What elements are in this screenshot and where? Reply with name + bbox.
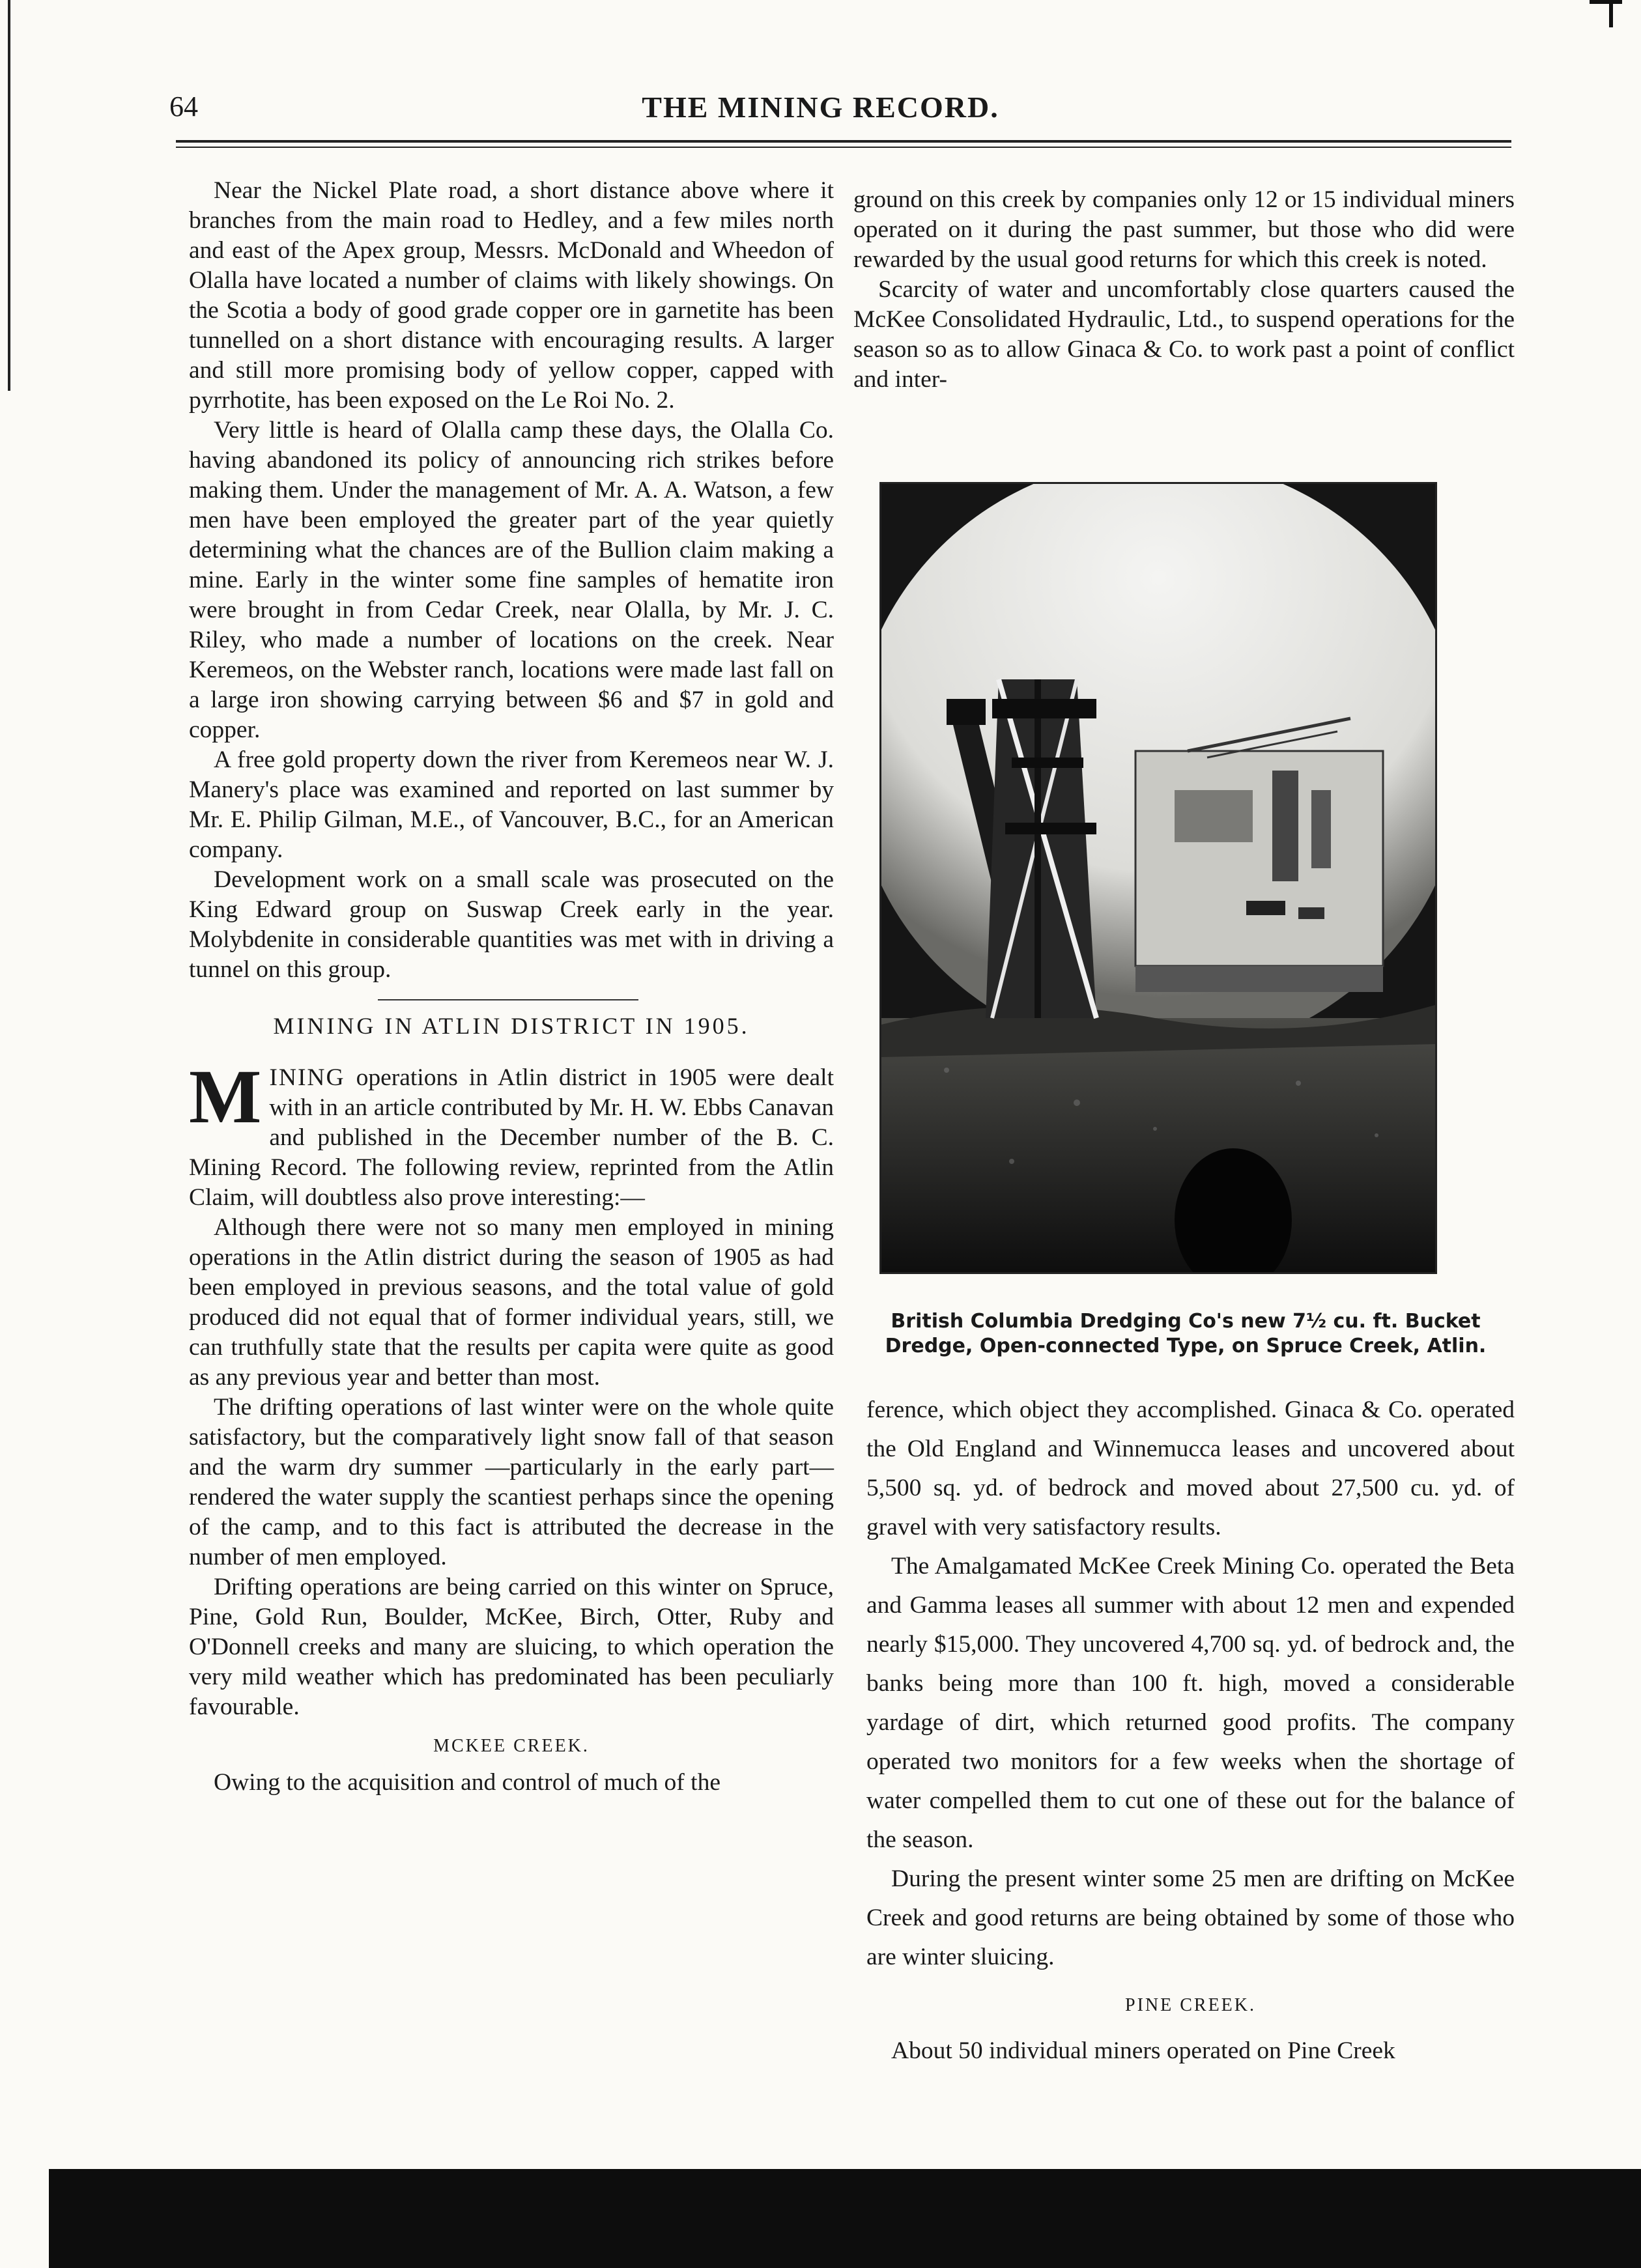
paragraph: A free gold property down the river from Keremeos near W. J. Manery's place was examined and reported on last summer by Mr. E. Philip Gilman, M.E., of Vancouver, B.C., for an American company. bbox=[189, 746, 834, 863]
page-number: 64 bbox=[169, 91, 198, 122]
scan-corner-mark bbox=[1590, 0, 1622, 4]
running-head-title: THE MINING RECORD. bbox=[642, 91, 999, 124]
paragraph: Although there were not so many men employed in mining operations in the Atlin district during the season of 1905 as had been employed in previous seasons, and the total value of gold produced did not equal that of former individual years, still, we can truthfully state that the results per capita were quite as good as any previous year and better than most. bbox=[189, 1214, 834, 1391]
drop-cap: M bbox=[189, 1054, 262, 1139]
paragraph: Drifting operations are being carried on this winter on Spruce, Pine, Gold Run, Boulder, McKee, Birch, Otter, Ruby and O'Donnell creeks and many are sluicing, to which operation the very mild weather which has predominated has been peculiarly favourable. bbox=[189, 1574, 834, 1720]
paragraph: The Amalgamated McKee Creek Mining Co. operated the Beta and Gamma leases all summer with about 12 men and expended nearly $15,000. They uncovered 4,700 sq. yd. of bedrock and, the banks being more than 100 ft. high, moved a considerable yardage of dirt, which returned good profits. The company operated two monitors for a few weeks when the shortage of water compelled them to cut one of these out for the balance of the season. bbox=[866, 1553, 1515, 1853]
paragraph: The drifting operations of last winter were on the whole quite satisfactory, but the comparatively light snow fall of that season and the warm dry summer —particularly in the early part—rendered the water supply the scantiest perhaps since the opening of the camp, and to this fact is attributed the decrease in the number of men employed. bbox=[189, 1394, 834, 1570]
section-title: MINING IN ATLIN DISTRICT IN 1905. bbox=[189, 1011, 834, 1041]
photo-caption: British Columbia Dredging Co's new 7½ cu. ft. Bucket Dredge, Open-connected Type, on Spruce Creek, Atlin. bbox=[885, 1310, 1487, 1357]
paragraph: Very little is heard of Olalla camp these days, the Olalla Co. having abandoned its policy of announcing rich strikes before making them. Under the management of Mr. A. A. Watson, a few men have been employed the greater part of the year quietly determining what the chances are of the Bullion claim making a mine. Early in the winter some fine samples of hematite iron were brought in from Cedar Creek, near Olalla, by Mr. J. C. Riley, who made a number of locations on the creek. Near Keremeos, on the Webster ranch, locations were made last fall on a large iron showing carrying between $6 and $7 in gold and copper. bbox=[189, 417, 834, 743]
scan-bottom-shadow bbox=[49, 2169, 1641, 2268]
paragraph: ground on this creek by companies only 12 or 15 individual miners operated on it during the past summer, but those who did were rewarded by the usual good returns for which this creek is noted. bbox=[853, 186, 1515, 273]
paragraph: ference, which object they accomplished. Ginaca & Co. operated the Old England and Winnemucca leases and uncovered about 5,500 sq. yd. of bedrock and moved about 27,500 cu. yd. of gravel with very satisfactory results. bbox=[866, 1396, 1515, 1540]
paragraph: Owing to the acquisition and control of much of the bbox=[214, 1769, 721, 1796]
paragraph: About 50 individual miners operated on Pine Creek bbox=[891, 2037, 1395, 2064]
dredge-photo-illustration bbox=[881, 484, 1435, 1272]
subhead-mckee-creek: MCKEE CREEK. bbox=[433, 1736, 590, 1756]
paragraph: Near the Nickel Plate road, a short distance above where it branches from the main road to Hedley, and a few miles north and east of the Apex group, Messrs. McDonald and Wheedon of Olalla have located a number of claims with likely showings. On the Scotia a body of good grade copper ore in garnetite has been tunnelled on a short distance with encouraging results. A larger and still more promising body of yellow copper, capped with pyrrhotite, has been exposed on the Le Roi No. 2. bbox=[189, 177, 834, 414]
paragraph: Development work on a small scale was prosecuted on the King Edward group on Suswap Creek early in the year. Molybdenite in considerable quantities was met with in driving a tunnel on this group. bbox=[189, 866, 834, 983]
scan-corner-mark-stem bbox=[1609, 0, 1613, 27]
left-column bbox=[189, 176, 834, 1798]
header-rule bbox=[176, 140, 1511, 148]
intro-text: operations in Atlin district in 1905 were dealt with in an article contributed by Mr. H. W. Ebbs Canavan and published in the December number of the B. C. Mining Record. The following review, reprinted from the Atlin Claim, will doubtless also prove interesting:— bbox=[189, 1064, 834, 1211]
right-column-top bbox=[853, 185, 1515, 395]
right-column-bottom bbox=[866, 1391, 1515, 2071]
drop-cap-rest: INING bbox=[269, 1064, 345, 1091]
paragraph: During the present winter some 25 men are drifting on McKee Creek and good returns are being obtained by some of those who are winter sluicing. bbox=[866, 1865, 1515, 1970]
dredge-photo bbox=[879, 482, 1437, 1274]
paragraph: Scarcity of water and uncomfortably close quarters caused the McKee Consolidated Hydraulic, Ltd., to suspend operations for the season so as to allow Ginaca & Co. to work past a point of conflict and inter- bbox=[853, 276, 1515, 393]
intro-paragraph bbox=[189, 1054, 834, 1213]
subhead-pine-creek: PINE CREEK. bbox=[1125, 1995, 1256, 2015]
scan-edge-line bbox=[8, 0, 10, 391]
